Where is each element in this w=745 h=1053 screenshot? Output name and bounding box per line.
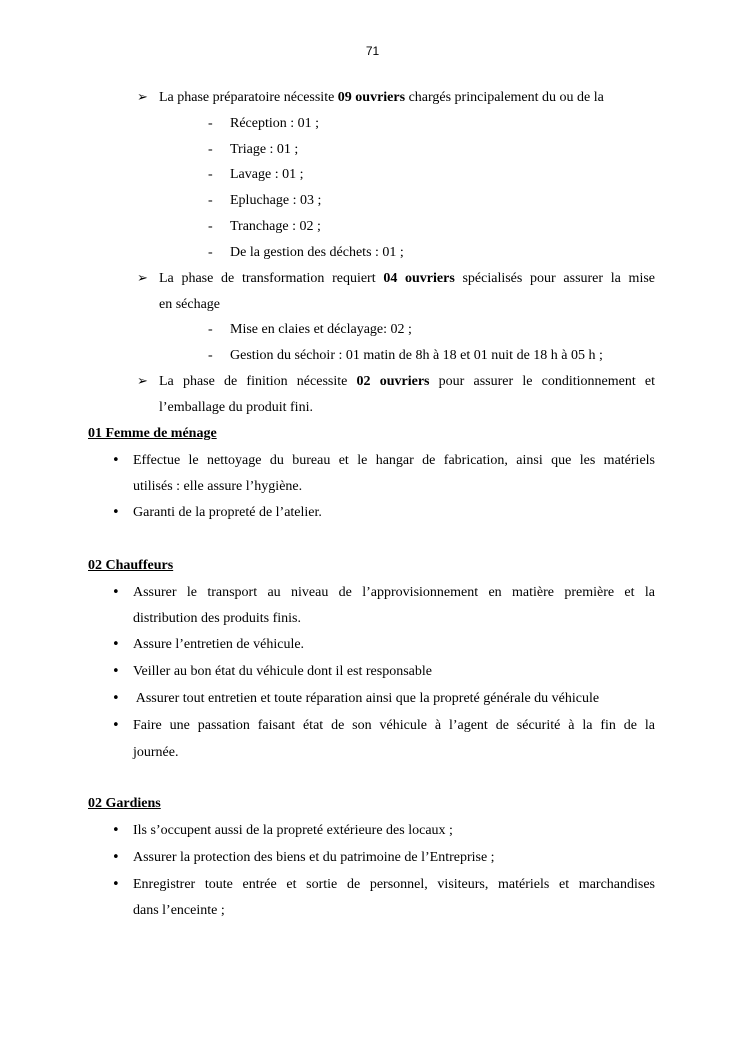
- phase-1-count: 09 ouvriers: [337, 90, 406, 105]
- bullet-icon: •: [112, 823, 120, 838]
- phase-3-pre: La phase de finition nécessite: [159, 374, 357, 389]
- list-item: Assurer tout entretien et toute réparation ainsi que la propreté générale du véhicule: [133, 691, 600, 706]
- phase-3-text: [159, 374, 655, 390]
- dash-icon: -: [208, 167, 213, 182]
- phase-2-text: [159, 271, 655, 287]
- list-item: Effectue le nettoyage du bureau et le hangar de fabrication, ainsi que les matériels: [133, 453, 655, 468]
- dash-icon: -: [208, 322, 213, 337]
- phase-2-continuation: en séchage: [159, 297, 221, 312]
- phase-3-continuation: l’emballage du produit fini.: [159, 400, 313, 415]
- phase-1-item: Epluchage : 03 ;: [230, 193, 322, 208]
- dash-icon: -: [208, 245, 213, 260]
- bullet-icon: •: [112, 637, 120, 652]
- phase-1-pre: La phase préparatoire nécessite: [159, 90, 338, 105]
- section-heading-femme-de-menage: 01 Femme de ménage: [88, 426, 217, 441]
- phase-2-count: 04 ouvriers: [383, 271, 455, 286]
- phase-1-item: Lavage : 01 ;: [230, 167, 304, 182]
- list-item: Garanti de la propreté de l’atelier.: [133, 505, 322, 520]
- phase-2-item: Mise en claies et déclayage: 02 ;: [230, 322, 412, 337]
- phase-1-item: Tranchage : 02 ;: [230, 219, 321, 234]
- dash-icon: -: [208, 142, 213, 157]
- arrow-bullet-icon: ➢: [137, 374, 148, 389]
- phase-1-item: Réception : 01 ;: [230, 116, 320, 131]
- bullet-icon: •: [112, 850, 120, 865]
- bullet-icon: •: [112, 877, 120, 892]
- bullet-icon: •: [112, 718, 120, 733]
- page-number: 71: [365, 44, 380, 58]
- list-item-continuation: utilisés : elle assure l’hygiène.: [133, 479, 303, 494]
- dash-icon: -: [208, 193, 213, 208]
- list-item: Faire une passation faisant état de son véhicule à l’agent de sécurité à la fin de la: [133, 718, 655, 733]
- bullet-icon: •: [112, 453, 120, 468]
- bullet-icon: •: [112, 691, 120, 706]
- dash-icon: -: [208, 116, 213, 131]
- phase-3-post: pour assurer le conditionnement et: [429, 374, 656, 389]
- phase-1-item: De la gestion des déchets : 01 ;: [230, 245, 404, 260]
- arrow-bullet-icon: ➢: [137, 90, 148, 105]
- bullet-icon: •: [112, 585, 120, 600]
- list-item: Veiller au bon état du véhicule dont il est responsable: [133, 664, 432, 679]
- phase-1-text: [159, 90, 604, 106]
- bullet-icon: •: [112, 664, 120, 679]
- phase-2-pre: La phase de transformation requiert: [159, 271, 384, 286]
- phase-2-post: spécialisés pour assurer la mise: [454, 271, 656, 286]
- arrow-bullet-icon: ➢: [137, 271, 148, 286]
- section-heading-gardiens: 02 Gardiens: [88, 796, 161, 811]
- list-item-continuation: distribution des produits finis.: [133, 611, 301, 626]
- dash-icon: -: [208, 348, 213, 363]
- list-item: Assurer la protection des biens et du patrimoine de l’Entreprise ;: [133, 850, 495, 865]
- dash-icon: -: [208, 219, 213, 234]
- section-heading-chauffeurs: 02 Chauffeurs: [88, 558, 174, 573]
- bullet-icon: •: [112, 505, 120, 520]
- list-item-continuation: journée.: [133, 745, 179, 760]
- list-item: Assure l’entretien de véhicule.: [133, 637, 305, 652]
- phase-1-item: Triage : 01 ;: [230, 142, 299, 157]
- list-item: Assurer le transport au niveau de l’approvisionnement en matière première et la: [133, 585, 655, 600]
- list-item-continuation: dans l’enceinte ;: [133, 903, 225, 918]
- list-item: Enregistrer toute entrée et sortie de personnel, visiteurs, matériels et marchandises: [133, 877, 655, 892]
- list-item: Ils s’occupent aussi de la propreté extérieure des locaux ;: [133, 823, 453, 838]
- phase-3-count: 02 ouvriers: [356, 374, 430, 389]
- phase-1-post: chargés principalement du ou de la: [405, 90, 604, 105]
- phase-2-item: Gestion du séchoir : 01 matin de 8h à 18 et 01 nuit de 18 h à 05 h ;: [230, 348, 603, 363]
